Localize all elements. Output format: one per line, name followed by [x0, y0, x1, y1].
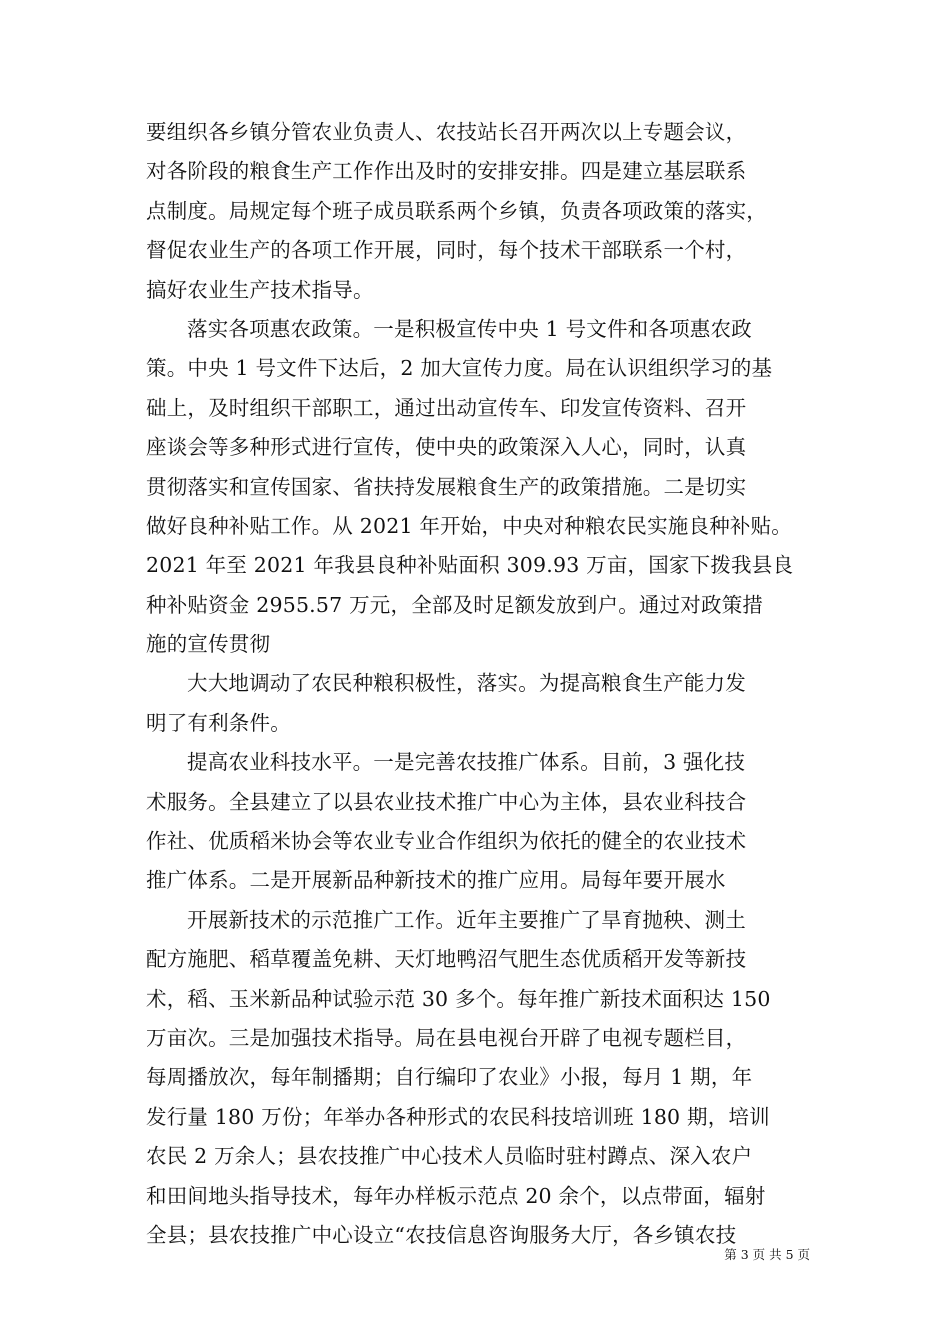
text-line: 落实各项惠农政策。一是积极宣传中央 1 号文件和各项惠农政 — [187, 316, 752, 341]
text-line: 贯彻落实和宣传国家、省扶持发展粮食生产的政策措施。二是切实 — [146, 474, 747, 499]
text-line: 对各阶段的粮食生产工作作出及时的安排安排。四是建立基层联系 — [146, 159, 747, 184]
text-line: 做好良种补贴工作。从 2021 年开始，中央对种粮农民实施良种补贴。 — [146, 513, 793, 538]
text-line: 农民 2 万余人；县农技推广中心技术人员临时驻村蹲点、深入农户 — [146, 1144, 753, 1169]
text-line: 提高农业科技水平。一是完善农技推广体系。目前，3 强化技 — [187, 750, 746, 775]
text-line: 术服务。全县建立了以县农业技术推广中心为主体，县农业科技合 — [146, 789, 747, 814]
page-number: 第 3 页 共 5 页 — [724, 1247, 810, 1262]
text-line: 术，稻、玉米新品种试验示范 30 多个。每年推广新技术面积达 150 — [146, 986, 771, 1011]
text-line: 推广体系。二是开展新品种新技术的推广应用。局每年要开展水 — [146, 868, 726, 893]
text-line: 要组织各乡镇分管农业负责人、农技站长召开两次以上专题会议， — [146, 120, 747, 144]
text-line: 点制度。局规定每个班子成员联系两个乡镇，负责各项政策的落实， — [146, 198, 767, 223]
text-line: 搞好农业生产技术指导。 — [146, 277, 374, 302]
body-text — [146, 113, 826, 1255]
text-line: 每周播放次，每年制播期；自行编印了农业》小报，每月 1 期，年 — [146, 1065, 753, 1090]
text-line: 作社、优质稻米协会等农业专业合作组织为依托的健全的农业技术 — [146, 829, 747, 854]
text-line: 开展新技术的示范推广工作。近年主要推广了旱育抛秧、测土 — [187, 907, 746, 932]
text-line: 督促农业生产的各项工作开展，同时，每个技术干部联系一个村， — [146, 238, 747, 263]
text-line: 明了有利条件。 — [146, 710, 291, 735]
text-line: 座谈会等多种形式进行宣传，使中央的政策深入人心，同时，认真 — [146, 435, 747, 460]
text-line: 全县；县农技推广中心设立“农技信息咨询服务大厅，各乡镇农技 — [146, 1222, 737, 1247]
text-line: 施的宣传贯彻 — [146, 632, 271, 657]
text-line: 种补贴资金 2955.57 万元，全部及时足额发放到户。通过对政策措 — [146, 592, 764, 617]
text-line: 大大地调动了农民种粮积极性，落实。为提高粮食生产能力发 — [187, 671, 746, 696]
text-line: 万亩次。三是加强技术指导。局在县电视台开辟了电视专题栏目， — [146, 1025, 747, 1050]
text-line: 础上，及时组织干部职工，通过出动宣传车、印发宣传资料、召开 — [146, 395, 747, 420]
text-line: 发行量 180 万份；年举办各种形式的农民科技培训班 180 期，培训 — [146, 1104, 770, 1129]
text-line: 和田间地头指导技术，每年办样板示范点 20 余个，以点带面，辐射 — [146, 1183, 766, 1208]
text-line: 配方施肥、稻草覆盖免耕、天灯地鸭沼气肥生态优质稻开发等新技 — [146, 947, 747, 972]
text-line: 策。中央 1 号文件下达后，2 加大宣传力度。局在认识组织学习的基 — [146, 356, 773, 381]
text-line: 2021 年至 2021 年我县良种补贴面积 309.93 万亩，国家下拨我县良 — [146, 553, 794, 578]
